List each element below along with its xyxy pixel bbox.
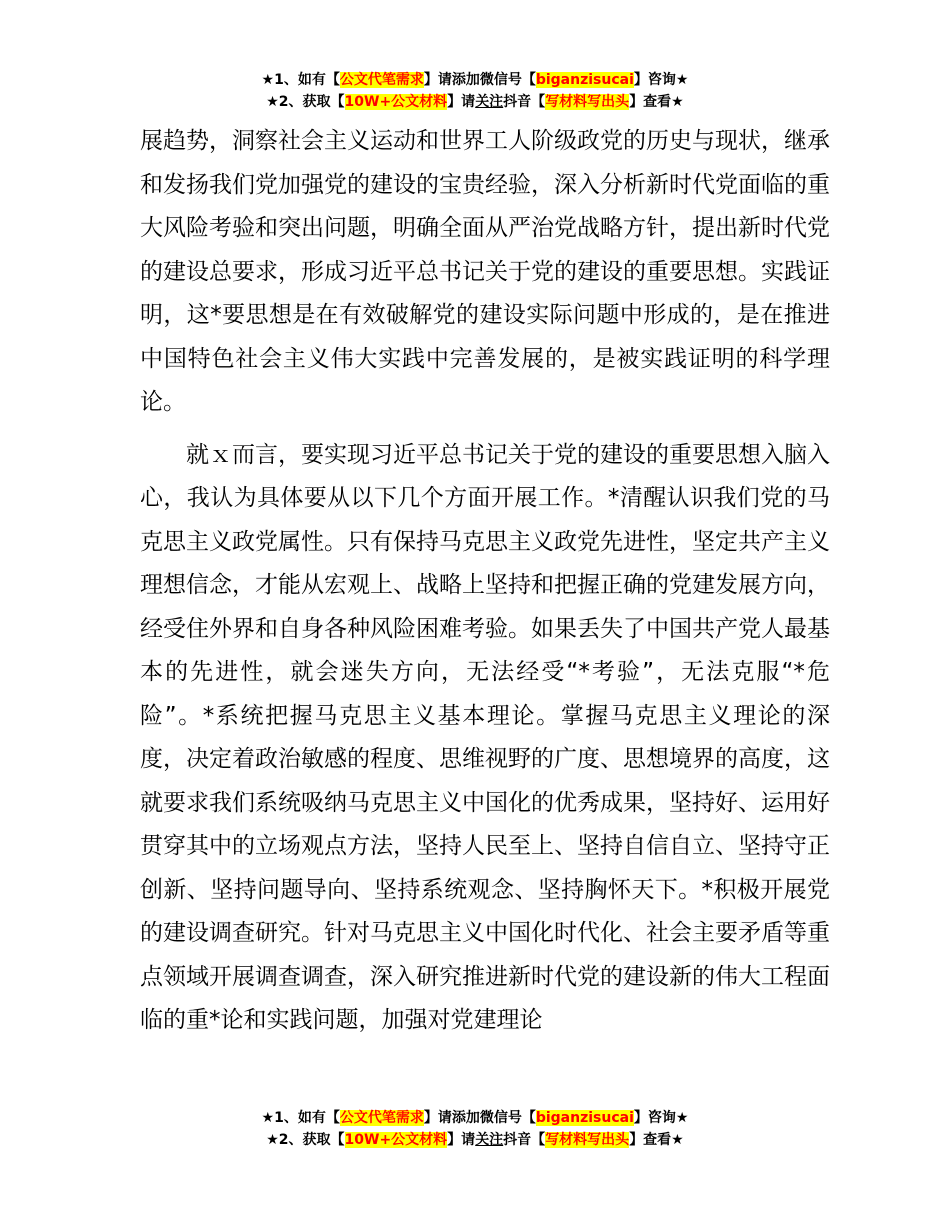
promo-text: ★2、获取【 <box>266 94 345 110</box>
promo-text: 】请 <box>447 1132 476 1148</box>
promo-highlight: 10W+公文材料 <box>344 94 448 110</box>
promo-underlined-text: 关注 <box>475 1132 504 1148</box>
promo-line-2 <box>0 1129 950 1151</box>
paragraph: 展趋势，洞察社会主义运动和世界工人阶级政党的历史与现状，继承和发扬我们党加强党的建设的宝贵经验，深入分析新时代党面临的重大风险考验和突出问题，明确全面从严治党战略方针，提出新时代党的建设总要求，形成习近平总书记关于党的建设的重要思想。实践证明，这*要思想是在有效破解党的建设实际问题中形成的，是在推进中国特色社会主义伟大实践中完善发展的，是被实践证明的科学理论。 <box>140 128 830 415</box>
promo-highlight: 公文代笔需求 <box>339 1110 424 1126</box>
promo-text: ★2、获取【 <box>266 1132 345 1148</box>
promo-text: ★1、如有【 <box>261 72 340 88</box>
promo-underlined-text: 关注 <box>475 94 504 110</box>
promo-text: 】请添加微信号【 <box>423 1110 536 1126</box>
promo-text: 】请 <box>447 94 476 110</box>
paragraph: 就ｘ而言，要实现习近平总书记关于党的建设的重要思想入脑入心，我认为具体要从以下几个方面开展工作。*清醒认识我们党的马克思主义政党属性。只有保持马克思主义政党先进性，坚定共产主义理想信念，才能从宏观上、战略上坚持和把握正确的党建发展方向，经受住外界和自身各种风险困难考验。如果丢失了中国共产党人最基本的先进性，就会迷失方向，无法经受“*考验”，无法克服“*危险”。*系统把握马克思主义基本理论。掌握马克思主义理论的深度，决定着政治敏感的程度、思维视野的广度、思想境界的高度，这就要求我们系统吸纳马克思主义中国化的优秀成果，坚持好、运用好贯穿其中的立场观点方法，坚持人民至上、坚持自信自立、坚持守正创新、坚持问题导向、坚持系统观念、坚持胸怀天下。*积极开展党的建设调查研究。针对马克思主义中国化时代化、社会主要矛盾等重点领域开展调查调查，深入研究推进新时代党的建设新的伟大工程面临的重*论和实践问题，加强对党建理论 <box>140 441 830 1033</box>
promo-text: 】咨询★ <box>633 1110 689 1126</box>
promo-text: 】查看★ <box>629 1132 684 1148</box>
promo-text: 抖音【 <box>503 1132 546 1148</box>
promo-line-1 <box>0 1107 950 1129</box>
promo-text: 抖音【 <box>503 94 546 110</box>
promo-highlight: 10W+公文材料 <box>344 1132 448 1148</box>
promo-text: 】查看★ <box>629 94 684 110</box>
promo-highlight: 公文代笔需求 <box>339 72 424 88</box>
header-promo-banner <box>0 69 950 113</box>
promo-line-1 <box>0 69 950 91</box>
promo-text: 】咨询★ <box>633 72 689 88</box>
promo-highlight: biganzisucai <box>535 72 634 88</box>
footer-promo-banner <box>0 1107 950 1151</box>
promo-highlight: biganzisucai <box>535 1110 634 1126</box>
promo-highlight: 写材料写出头 <box>545 1132 630 1148</box>
promo-line-2 <box>0 91 950 113</box>
promo-text: ★1、如有【 <box>261 1110 340 1126</box>
promo-text: 】请添加微信号【 <box>423 72 536 88</box>
document-body <box>140 120 830 1043</box>
promo-highlight: 写材料写出头 <box>545 94 630 110</box>
